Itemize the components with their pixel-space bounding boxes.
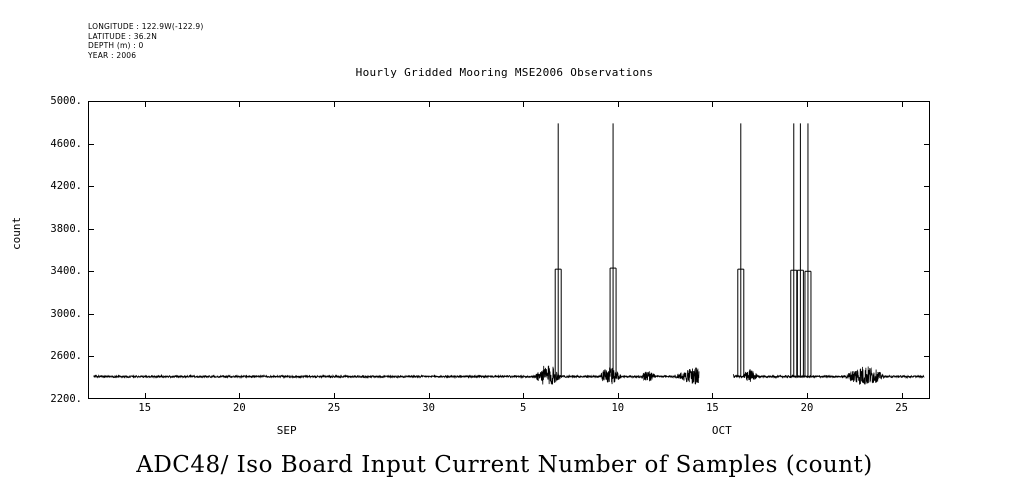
chart-title: Hourly Gridded Mooring MSE2006 Observations — [355, 66, 654, 79]
x-axis-month-label: SEP — [276, 424, 297, 437]
x-axis-tick-label: 30 — [422, 402, 435, 414]
y-axis-tick-label: 4600. — [50, 137, 82, 150]
x-axis-tick-label: 15 — [706, 402, 719, 414]
x-axis-month-label: OCT — [711, 424, 732, 437]
x-axis-tick-label: 20 — [233, 402, 246, 414]
y-axis-tick-label: 2200. — [50, 393, 82, 405]
metadata-longitude: LONGITUDE : 122.9W(-122.9) — [88, 22, 204, 31]
x-axis-labels — [88, 402, 930, 418]
y-axis-tick-label: 2600. — [50, 350, 82, 363]
figure-caption: ADC48/ Iso Board Input Current Number of Samples (count) — [136, 452, 873, 478]
metadata-block — [88, 22, 203, 60]
data-series-line — [88, 101, 930, 399]
x-axis-tick-label: 10 — [611, 402, 625, 414]
y-axis-title: count — [10, 216, 23, 250]
x-axis-tick-label: 5 — [520, 402, 527, 414]
x-axis-month-labels — [88, 424, 930, 440]
y-axis-tick-label: 3000. — [50, 307, 82, 320]
y-axis-tick-label: 4200. — [50, 180, 82, 193]
x-axis-tick-label: 20 — [800, 402, 814, 414]
x-axis-tick-label: 25 — [327, 402, 341, 414]
y-axis-tick-label: 3800. — [50, 222, 82, 235]
metadata-depth: DEPTH (m) : 0 — [88, 41, 144, 50]
plot-area — [88, 101, 930, 399]
y-axis-tick-label: 3400. — [50, 265, 82, 278]
y-axis-labels — [30, 95, 82, 405]
metadata-latitude: LATITUDE : 36.2N — [88, 31, 158, 41]
x-axis-tick-label: 15 — [138, 402, 152, 414]
metadata-year: YEAR : 2006 — [88, 50, 137, 60]
x-axis-tick-label: 25 — [895, 402, 908, 414]
y-axis-tick-label: 5000. — [50, 95, 82, 107]
